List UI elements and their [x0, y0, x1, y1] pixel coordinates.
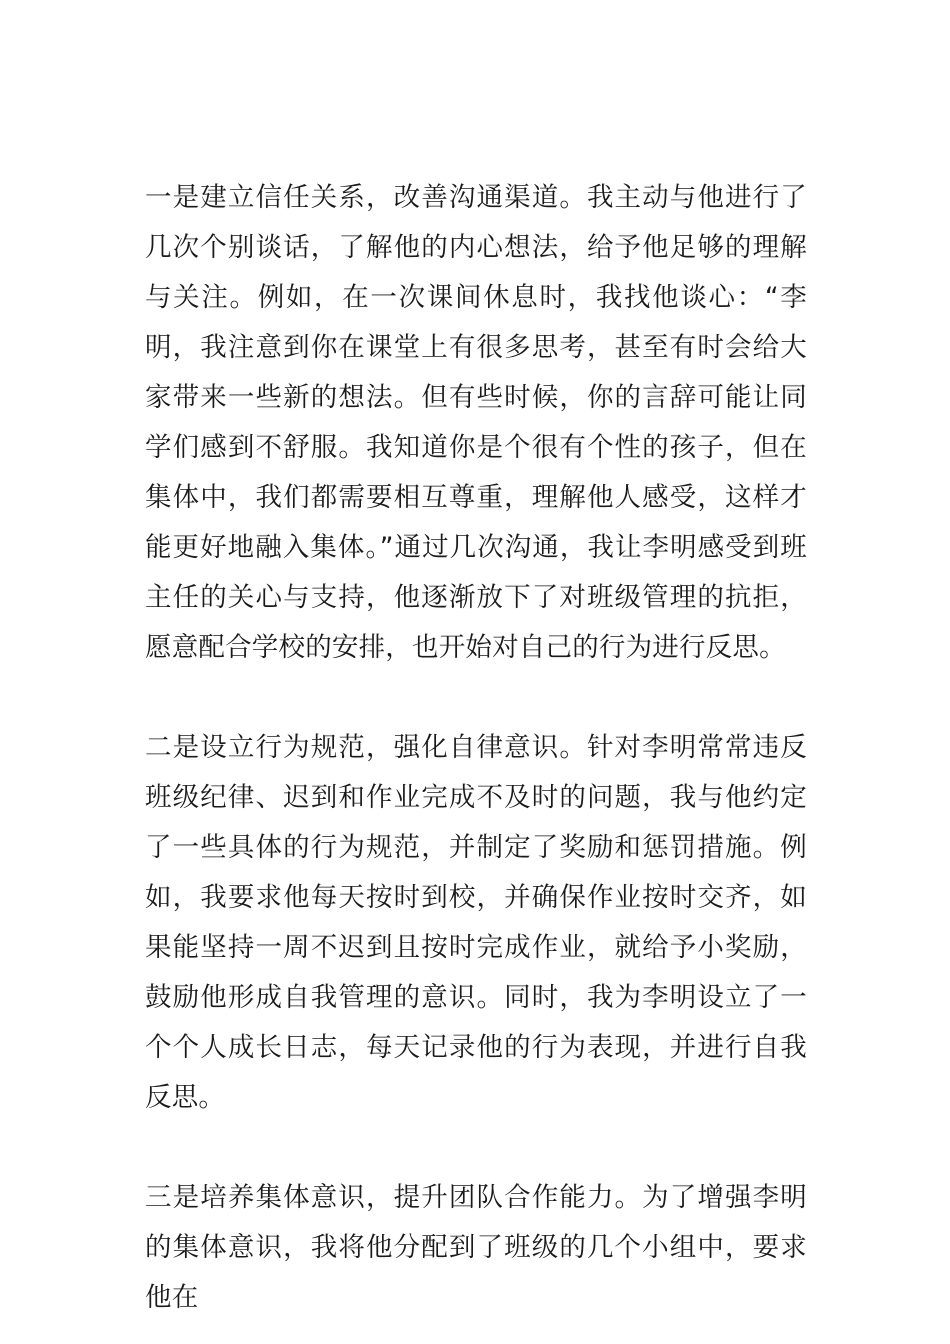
paragraph-build-trust: 一是建立信任关系，改善沟通渠道。我主动与他进行了几次个别谈话，了解他的内心想法，给予他足够的理解与关注。例如，在一次课间休息时，我找他谈心：“李明，我注意到你在课堂上有很多思考，甚至有时会给大家带来一些新的想法。但有些时候，你的言辞可能让同学们感到不舒服。我知道你是个很有个性的孩子，但在集体中，我们都需要相互尊重，理解他人感受，这样才能更好地融入集体。”通过几次沟通，我让李明感受到班主任的关心与支持，他逐渐放下了对班级管理的抗拒，愿意配合学校的安排，也开始对自己的行为进行反思。 — [145, 182, 807, 663]
paragraph-collective-awareness: 三是培养集体意识，提升团队合作能力。为了增强李明的集体意识，我将他分配到了班级的几个小组中，要求他在 — [145, 1182, 807, 1313]
paragraph-behavior-norms: 二是设立行为规范，强化自律意识。针对李明常常违反班级纪律、迟到和作业完成不及时的问题，我与他约定了一些具体的行为规范，并制定了奖励和惩罚措施。例如，我要求他每天按时到校，并确保作业按时交齐，如果能坚持一周不迟到且按时完成作业，就给予小奖励，鼓励他形成自我管理的意识。同时，我为李明设立了一个个人成长日志，每天记录他的行为表现，并进行自我反思。 — [145, 732, 807, 1113]
document-body — [145, 173, 807, 1323]
